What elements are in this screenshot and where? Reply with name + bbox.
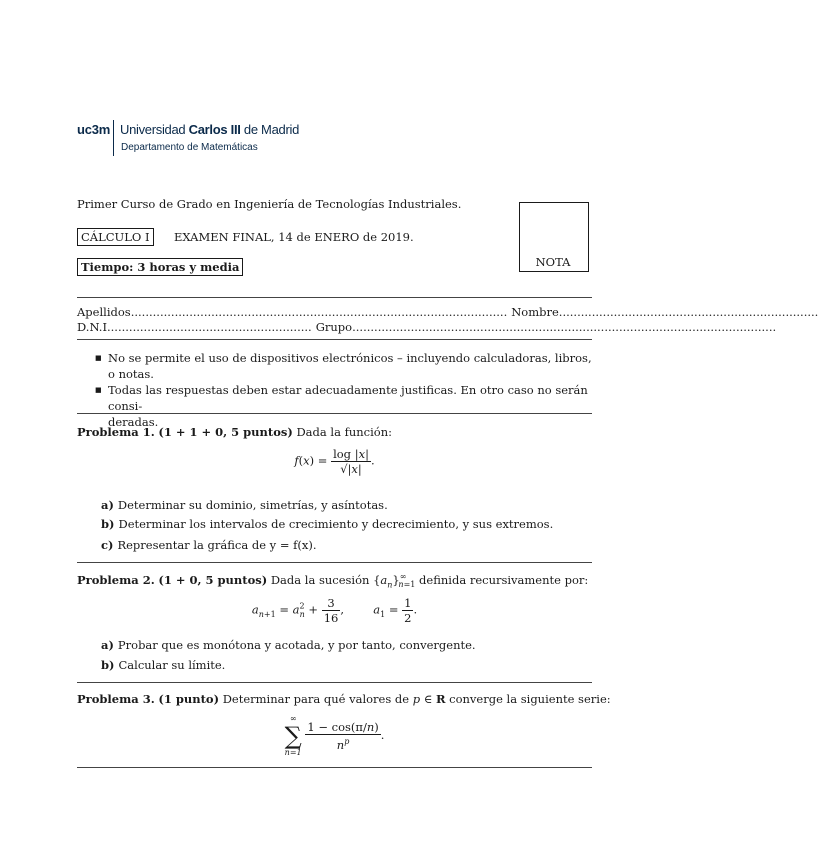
rule-item: ■ No se permite el uso de dispositivos electrónicos – incluyendo calculadoras, libros, o notas. — [95, 350, 592, 382]
problem-1-statement — [77, 425, 392, 439]
group-label: Grupo — [315, 320, 353, 334]
problem-3-text-after: converge la siguiente serie: — [449, 692, 611, 706]
surname-label: Apellidos — [77, 305, 131, 319]
problem-1-item-c — [101, 538, 317, 552]
item-text: Probar que es monótona y acotada, y por tanto, convergente. — [117, 638, 476, 652]
problem-3-points: (1 punto) — [158, 692, 220, 706]
subject-box: CÁLCULO I — [77, 228, 154, 246]
problem-1-item-a — [101, 498, 388, 512]
exam-title: EXAMEN FINAL, 14 de ENERO de 2019. — [174, 230, 414, 244]
rule-text: Todas las respuestas deben estar adecuadamente justificas. En otro caso no serán consi- — [108, 383, 588, 413]
rule-item — [95, 382, 592, 430]
item-text: Determinar su dominio, simetrías, y asíntotas. — [117, 498, 388, 512]
course-title: Primer Curso de Grado en Ingeniería de Tecnologías Industriales. — [77, 197, 462, 211]
item-text: Calcular su límite. — [118, 658, 226, 672]
problem-2-points: (1 + 0, 5 puntos) — [158, 572, 268, 587]
problem-1-item-b — [101, 517, 553, 531]
dni-field[interactable]: ....................................................... — [110, 320, 312, 334]
problem-3-label: Problema 3. — [77, 692, 155, 706]
group-field[interactable]: .................................................................................................................... — [352, 320, 777, 334]
surname-field[interactable]: ....................................................................................................... — [130, 305, 508, 319]
divider-student — [77, 339, 592, 340]
problem-1-label: Problema 1. — [77, 425, 155, 439]
item-letter: c) — [101, 538, 114, 552]
problem-2-item-a — [101, 638, 476, 652]
item-letter: a) — [101, 638, 114, 652]
problem-3-statement: Problema 3. (1 punto) Determinar para qué valores de p ∈ R converge la siguiente serie: — [77, 692, 611, 706]
item-text: Determinar los intervalos de crecimiento y decrecimiento, y sus extremos. — [118, 517, 554, 531]
name-field[interactable]: ....................................................................... — [558, 305, 818, 319]
problem-2-text-after: definida recursivamente por: — [419, 572, 589, 587]
problem-2-item-b — [101, 658, 225, 672]
rules-list — [95, 350, 592, 430]
student-row-2 — [77, 320, 777, 334]
problem-1-text: Dada la función: — [296, 425, 392, 439]
university-bold: Carlos III — [188, 122, 241, 137]
item-letter: b) — [101, 658, 115, 672]
name-label: Nombre — [511, 305, 559, 319]
problem-2-statement: Problema 2. (1 + 0, 5 puntos) Dada la sucesión $\{a_n\}^\infty_{n=1}$ definida recursivamente por: — [77, 572, 589, 590]
time-box: Tiempo: 3 horas y media — [77, 258, 243, 276]
university-prefix: Universidad — [120, 122, 189, 137]
divider-rules — [77, 413, 592, 414]
divider-bottom — [77, 767, 592, 768]
department-name: Departamento de Matemáticas — [121, 142, 258, 153]
university-name — [120, 122, 299, 137]
problem-1-formula: f(x) = $\frac{\log |x|}{√|x|}$ . — [294, 447, 375, 476]
divider-p1 — [77, 562, 592, 563]
item-letter: b) — [101, 517, 115, 531]
rule-text-continued: deradas. — [108, 415, 159, 429]
divider-top — [77, 297, 592, 298]
problem-2-label: Problema 2. — [77, 572, 155, 587]
logo-divider — [113, 120, 114, 156]
problem-2-text-before: Dada la sucesión — [270, 572, 370, 587]
problem-3-text-before: Determinar para qué valores de — [222, 692, 410, 706]
problem-2-formula: $a_{n+1} = a^2_n$ + $\frac{3}{16}$ , $a_1$ = $\frac{1}{2}$ . — [251, 596, 418, 625]
item-letter: a) — [101, 498, 114, 512]
problem-3-formula: ∞ ∑ n=1 $\frac{1 - \cos(\pi/n)}{n^p}$ . — [284, 714, 385, 757]
grade-label: NOTA — [535, 255, 571, 269]
logo-uc3m: uc3m — [77, 122, 111, 137]
university-suffix: de Madrid — [240, 122, 299, 137]
problem-1-points: (1 + 1 + 0, 5 puntos) — [158, 425, 293, 439]
divider-p2 — [77, 682, 592, 683]
item-text: Representar la gráfica de y = f(x). — [117, 538, 317, 552]
dni-label: D.N.I. — [77, 320, 111, 334]
student-row-1 — [77, 305, 818, 319]
